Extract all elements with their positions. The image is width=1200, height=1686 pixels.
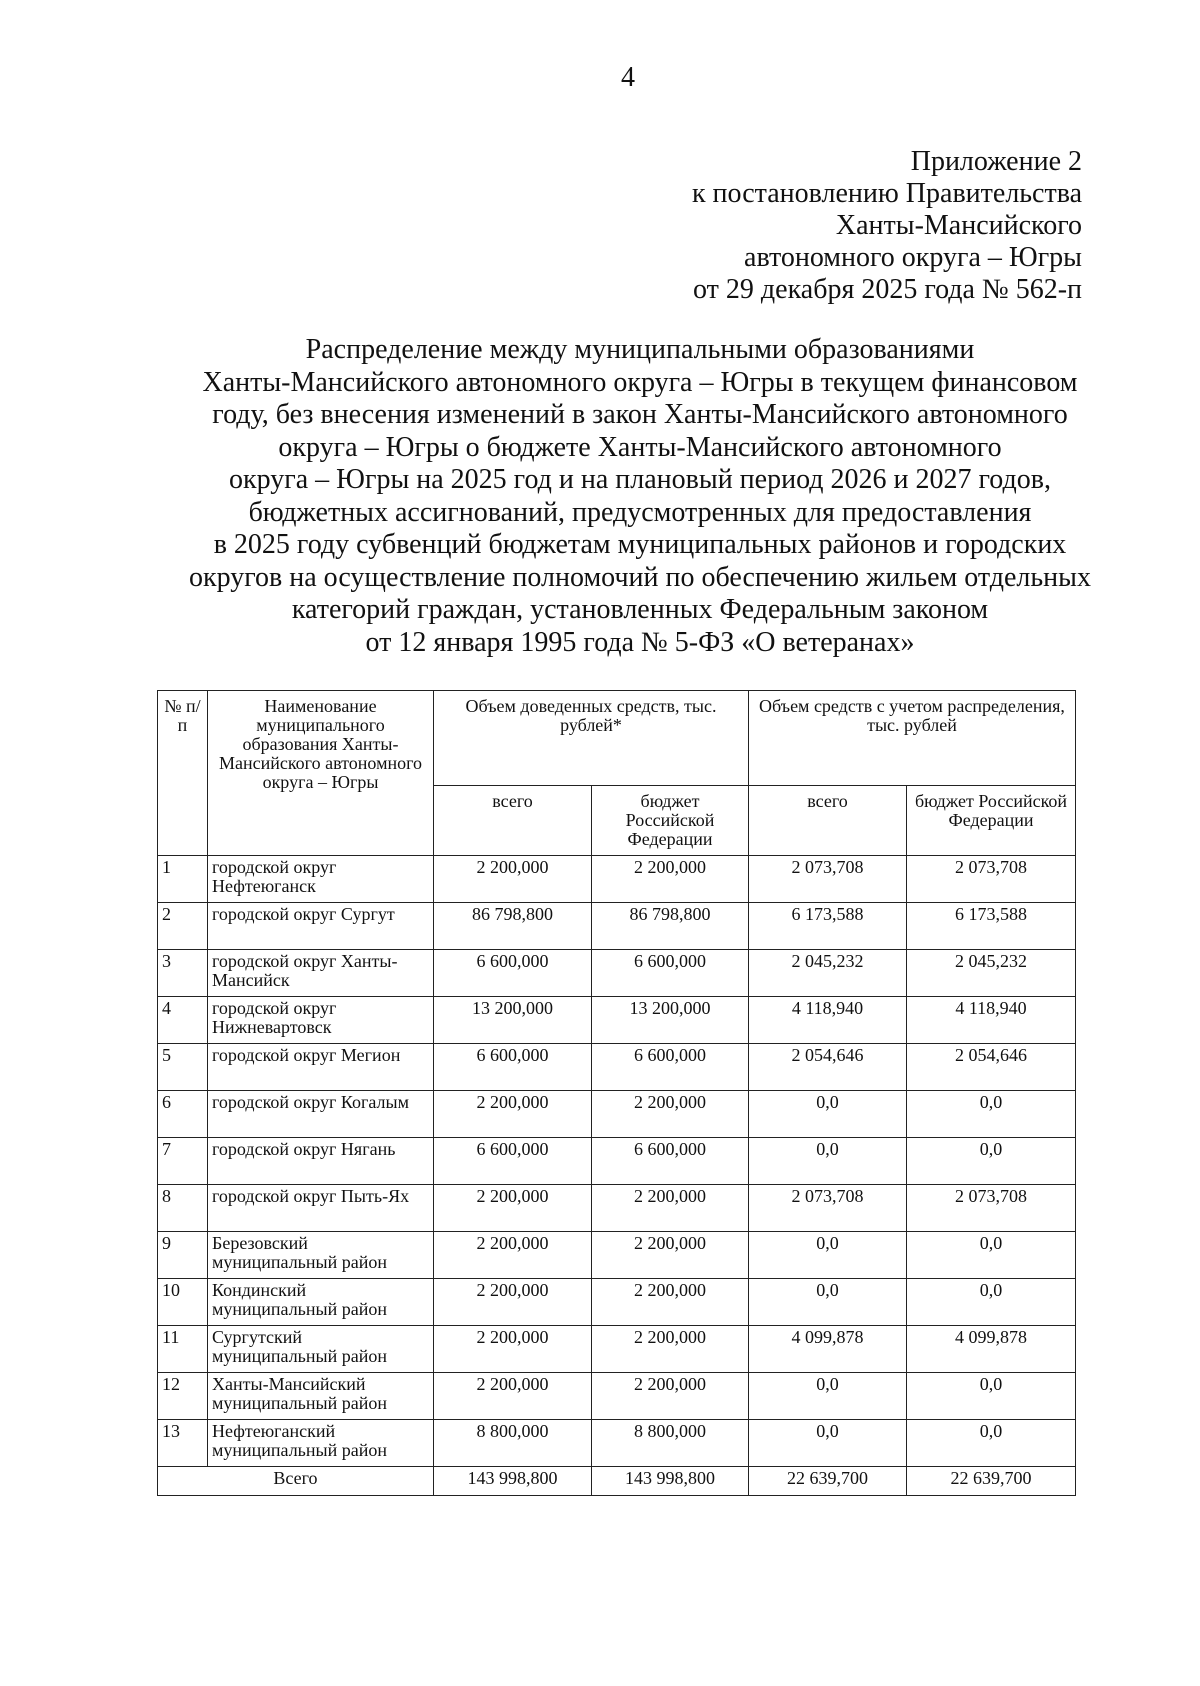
row-num: 2 bbox=[158, 903, 208, 950]
row-distributed-total: 6 173,588 bbox=[749, 903, 907, 950]
title-line: году, без внесения изменений в закон Ханты-Мансийского автономного bbox=[212, 399, 1068, 430]
row-num: 10 bbox=[158, 1279, 208, 1326]
row-distributed-total: 0,0 bbox=[749, 1373, 907, 1420]
row-allocated-federal: 2 200,000 bbox=[592, 1373, 749, 1420]
table-row bbox=[158, 1091, 1076, 1138]
row-allocated-total: 8 800,000 bbox=[434, 1420, 592, 1467]
row-distributed-total: 4 099,878 bbox=[749, 1326, 907, 1373]
table-row bbox=[158, 1044, 1076, 1091]
title-line: округов на осуществление полномочий по обеспечению жильем отдельных bbox=[189, 561, 1091, 593]
row-num: 5 bbox=[158, 1044, 208, 1091]
table-row bbox=[158, 1279, 1076, 1326]
row-num: 4 bbox=[158, 997, 208, 1044]
appendix-line: Приложение 2 bbox=[910, 146, 1082, 177]
total-distributed-federal: 22 639,700 bbox=[907, 1467, 1076, 1496]
header-num: № п/п bbox=[158, 691, 208, 856]
row-allocated-total: 13 200,000 bbox=[434, 997, 592, 1044]
row-distributed-total: 4 118,940 bbox=[749, 997, 907, 1044]
row-allocated-federal: 2 200,000 bbox=[592, 1185, 749, 1232]
header-allocated-funds: Объем доведенных средств, тыс. рублей* bbox=[434, 691, 749, 786]
row-distributed-total: 2 045,232 bbox=[749, 950, 907, 997]
row-allocated-total: 2 200,000 bbox=[434, 1373, 592, 1420]
row-municipality: городской округ Нягань bbox=[208, 1138, 434, 1185]
row-municipality: Сургутский муниципальный район bbox=[208, 1326, 434, 1373]
row-allocated-federal: 8 800,000 bbox=[592, 1420, 749, 1467]
appendix-line: от 29 декабря 2025 года № 562-п bbox=[693, 274, 1082, 305]
row-municipality: Ханты-Мансийский муниципальный район bbox=[208, 1373, 434, 1420]
title-line: бюджетных ассигнований, предусмотренных для предоставления bbox=[248, 496, 1032, 528]
row-allocated-federal: 6 600,000 bbox=[592, 950, 749, 997]
row-municipality: Березовский муниципальный район bbox=[208, 1232, 434, 1279]
title-line: Распределение между муниципальными образованиями bbox=[305, 334, 975, 365]
title-line: округа – Югры на 2025 год и на плановый период 2026 и 2027 годов, bbox=[229, 464, 1051, 495]
appendix-line: к постановлению Правительства bbox=[691, 178, 1082, 209]
table-row bbox=[158, 1232, 1076, 1279]
row-distributed-total: 0,0 bbox=[749, 1091, 907, 1138]
row-num: 8 bbox=[158, 1185, 208, 1232]
title-line: от 12 января 1995 года № 5-ФЗ «О ветеранах» bbox=[365, 626, 915, 658]
row-allocated-total: 2 200,000 bbox=[434, 856, 592, 903]
table-row bbox=[158, 1326, 1076, 1373]
total-allocated-federal: 143 998,800 bbox=[592, 1467, 749, 1496]
row-allocated-federal: 6 600,000 bbox=[592, 1044, 749, 1091]
row-allocated-federal: 2 200,000 bbox=[592, 1232, 749, 1279]
row-distributed-federal: 2 054,646 bbox=[907, 1044, 1076, 1091]
table-row bbox=[158, 856, 1076, 903]
row-allocated-federal: 2 200,000 bbox=[592, 1279, 749, 1326]
row-allocated-total: 2 200,000 bbox=[434, 1326, 592, 1373]
row-num: 1 bbox=[158, 856, 208, 903]
row-municipality: городской округ Нефтеюганск bbox=[208, 856, 434, 903]
row-allocated-federal: 2 200,000 bbox=[592, 856, 749, 903]
row-municipality: городской округ Нижневартовск bbox=[208, 997, 434, 1044]
row-distributed-total: 2 073,708 bbox=[749, 856, 907, 903]
row-distributed-total: 2 054,646 bbox=[749, 1044, 907, 1091]
row-distributed-total: 2 073,708 bbox=[749, 1185, 907, 1232]
header-federal-budget: бюджет Российской Федерации bbox=[907, 786, 1076, 856]
row-distributed-total: 0,0 bbox=[749, 1138, 907, 1185]
row-distributed-federal: 4 099,878 bbox=[907, 1326, 1076, 1373]
row-distributed-federal: 6 173,588 bbox=[907, 903, 1076, 950]
row-distributed-federal: 2 045,232 bbox=[907, 950, 1076, 997]
row-allocated-total: 86 798,800 bbox=[434, 903, 592, 950]
table-row bbox=[158, 1185, 1076, 1232]
row-allocated-total: 6 600,000 bbox=[434, 1044, 592, 1091]
row-municipality: городской округ Когалым bbox=[208, 1091, 434, 1138]
row-distributed-federal: 0,0 bbox=[907, 1420, 1076, 1467]
row-allocated-federal: 6 600,000 bbox=[592, 1138, 749, 1185]
row-num: 11 bbox=[158, 1326, 208, 1373]
row-distributed-federal: 2 073,708 bbox=[907, 1185, 1076, 1232]
row-num: 3 bbox=[158, 950, 208, 997]
appendix-line: автономного округа – Югры bbox=[744, 242, 1082, 273]
row-municipality: городской округ Пыть-Ях bbox=[208, 1185, 434, 1232]
total-allocated: 143 998,800 bbox=[434, 1467, 592, 1496]
row-distributed-total: 0,0 bbox=[749, 1420, 907, 1467]
row-distributed-federal: 0,0 bbox=[907, 1138, 1076, 1185]
row-municipality: городской округ Мегион bbox=[208, 1044, 434, 1091]
row-allocated-federal: 2 200,000 bbox=[592, 1326, 749, 1373]
row-allocated-total: 2 200,000 bbox=[434, 1091, 592, 1138]
row-distributed-federal: 0,0 bbox=[907, 1279, 1076, 1326]
table-row bbox=[158, 1138, 1076, 1185]
title-line: Ханты-Мансийского автономного округа – Югры в текущем финансовом bbox=[202, 366, 1078, 398]
row-num: 7 bbox=[158, 1138, 208, 1185]
row-allocated-total: 6 600,000 bbox=[434, 950, 592, 997]
title-line: округа – Югры о бюджете Ханты-Мансийского автономного bbox=[278, 431, 1002, 463]
table-row bbox=[158, 997, 1076, 1044]
header-total: всего bbox=[749, 786, 907, 856]
appendix-reference bbox=[692, 146, 1082, 306]
title-line: категорий граждан, установленных Федеральным законом bbox=[291, 594, 989, 625]
row-num: 9 bbox=[158, 1232, 208, 1279]
distribution-table bbox=[157, 690, 1076, 1496]
row-allocated-total: 2 200,000 bbox=[434, 1185, 592, 1232]
row-distributed-federal: 2 073,708 bbox=[907, 856, 1076, 903]
row-allocated-total: 2 200,000 bbox=[434, 1232, 592, 1279]
title-line: в 2025 году субвенций бюджетам муниципальных районов и городских bbox=[213, 529, 1067, 560]
table-row bbox=[158, 1373, 1076, 1420]
row-distributed-federal: 0,0 bbox=[907, 1232, 1076, 1279]
row-allocated-total: 2 200,000 bbox=[434, 1279, 592, 1326]
row-municipality: Нефтеюганский муниципальный район bbox=[208, 1420, 434, 1467]
document-title bbox=[140, 334, 1140, 659]
row-distributed-federal: 0,0 bbox=[907, 1091, 1076, 1138]
row-municipality: городской округ Сургут bbox=[208, 903, 434, 950]
row-distributed-federal: 4 118,940 bbox=[907, 997, 1076, 1044]
row-municipality: Кондинский муниципальный район bbox=[208, 1279, 434, 1326]
row-distributed-total: 0,0 bbox=[749, 1279, 907, 1326]
page-number: 4 bbox=[621, 62, 635, 93]
total-distributed: 22 639,700 bbox=[749, 1467, 907, 1496]
table-row bbox=[158, 950, 1076, 997]
row-distributed-federal: 0,0 bbox=[907, 1373, 1076, 1420]
header-distributed-funds: Объем средств с учетом распределения, тыс. рублей bbox=[749, 691, 1076, 786]
table-row bbox=[158, 1420, 1076, 1467]
row-num: 12 bbox=[158, 1373, 208, 1420]
total-row bbox=[158, 1467, 1076, 1496]
row-municipality: городской округ Ханты-Мансийск bbox=[208, 950, 434, 997]
total-label: Всего bbox=[158, 1467, 434, 1496]
appendix-line: Ханты-Мансийского bbox=[835, 210, 1082, 241]
header-total: всего bbox=[434, 786, 592, 856]
row-num: 6 bbox=[158, 1091, 208, 1138]
row-allocated-federal: 13 200,000 bbox=[592, 997, 749, 1044]
row-allocated-total: 6 600,000 bbox=[434, 1138, 592, 1185]
header-federal-budget: бюджет Российской Федерации bbox=[592, 786, 749, 856]
row-num: 13 bbox=[158, 1420, 208, 1467]
table-row bbox=[158, 903, 1076, 950]
header-municipality-name: Наименование муниципального образования Ханты-Мансийского автономного округа – Югры bbox=[208, 691, 434, 856]
row-allocated-federal: 2 200,000 bbox=[592, 1091, 749, 1138]
row-distributed-total: 0,0 bbox=[749, 1232, 907, 1279]
row-allocated-federal: 86 798,800 bbox=[592, 903, 749, 950]
